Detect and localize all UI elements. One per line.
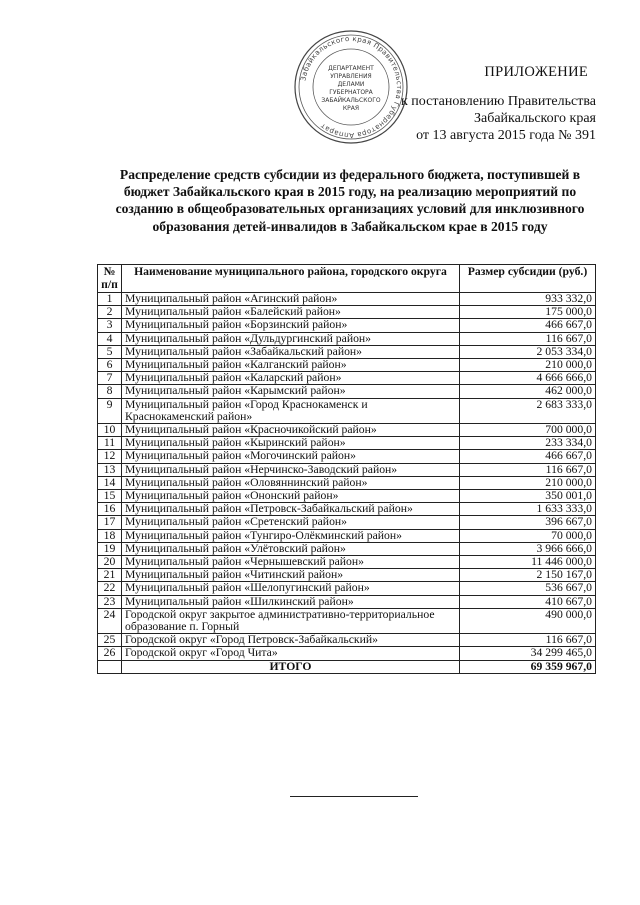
subsidy-table [97,264,596,674]
row-name: Муниципальный район «Красночикойский район» [122,424,460,437]
row-name: Муниципальный район «Кыринский район» [122,437,460,450]
row-name: Муниципальный район «Ононский район» [122,490,460,503]
row-amount: 210 000,0 [460,476,596,489]
row-name: Муниципальный район «Шелопугинский район» [122,582,460,595]
row-name: Муниципальный район «Оловяннинский район» [122,476,460,489]
row-amount: 116 667,0 [460,634,596,647]
row-name: Муниципальный район «Шилкинский район» [122,595,460,608]
row-name: Муниципальный район «Читинский район» [122,569,460,582]
row-number: 10 [98,424,122,437]
row-number: 16 [98,503,122,516]
row-name: Муниципальный район «Нерчинско-Заводский район» [122,463,460,476]
row-number: 24 [98,608,122,633]
table-row [98,490,596,503]
row-amount: 536 667,0 [460,582,596,595]
row-number: 9 [98,398,122,423]
row-amount: 466 667,0 [460,319,596,332]
column-header-name: Наименование муниципального района, городского округа [122,265,460,293]
table-row [98,437,596,450]
column-header-number: № п/п [98,265,122,293]
row-name: Муниципальный район «Сретенский район» [122,516,460,529]
row-name: Муниципальный район «Тунгиро-Олёкминский район» [122,529,460,542]
total-row [98,660,596,673]
row-amount: 70 000,0 [460,529,596,542]
row-number: 1 [98,293,122,306]
row-amount: 2 683 333,0 [460,398,596,423]
table-row [98,450,596,463]
row-name: Муниципальный район «Улётовский район» [122,542,460,555]
row-amount: 116 667,0 [460,463,596,476]
row-amount: 462 000,0 [460,385,596,398]
table-row [98,476,596,489]
row-number: 21 [98,569,122,582]
row-amount: 933 332,0 [460,293,596,306]
table-row [98,319,596,332]
row-number: 14 [98,476,122,489]
row-number: 25 [98,634,122,647]
appendix-block [386,64,596,144]
row-amount: 396 667,0 [460,516,596,529]
table-row [98,608,596,633]
appendix-line: от 13 августа 2015 года № 391 [416,128,596,143]
row-amount: 350 001,0 [460,490,596,503]
table-row [98,359,596,372]
table-row [98,424,596,437]
row-amount: 466 667,0 [460,450,596,463]
table-row [98,463,596,476]
row-name: Муниципальный район «Балейский район» [122,306,460,319]
table-row [98,332,596,345]
row-amount: 11 446 000,0 [460,556,596,569]
row-name: Муниципальный район «Забайкальский район» [122,345,460,358]
appendix-title: ПРИЛОЖЕНИЕ [484,64,588,80]
table-row [98,647,596,660]
table-row [98,529,596,542]
row-number: 18 [98,529,122,542]
row-number: 3 [98,319,122,332]
row-name: Муниципальный район «Петровск-Забайкальский район» [122,503,460,516]
row-amount: 700 000,0 [460,424,596,437]
table-row [98,516,596,529]
row-amount: 2 150 167,0 [460,569,596,582]
row-name: Городской округ «Город Петровск-Забайкальский» [122,634,460,647]
row-name: Муниципальный район «Могочинский район» [122,450,460,463]
table-row [98,634,596,647]
row-number: 22 [98,582,122,595]
closing-rule [290,796,418,797]
table-row [98,542,596,555]
row-amount: 490 000,0 [460,608,596,633]
row-amount: 116 667,0 [460,332,596,345]
row-name: Муниципальный район «Дульдургинский район» [122,332,460,345]
row-amount: 233 334,0 [460,437,596,450]
row-number: 19 [98,542,122,555]
row-number: 26 [98,647,122,660]
table-row [98,372,596,385]
row-number: 2 [98,306,122,319]
table-header-row [98,265,596,293]
row-number: 5 [98,345,122,358]
row-amount: 34 299 465,0 [460,647,596,660]
row-amount: 410 667,0 [460,595,596,608]
table-row [98,503,596,516]
table-row [98,293,596,306]
row-number: 23 [98,595,122,608]
row-number: 12 [98,450,122,463]
table-row [98,582,596,595]
table-row [98,569,596,582]
row-name: Городской округ закрытое административно-территориальное образование п. Горный [122,608,460,633]
row-amount: 1 633 333,0 [460,503,596,516]
table-row [98,595,596,608]
row-name: Городской округ «Город Чита» [122,647,460,660]
row-amount: 3 966 666,0 [460,542,596,555]
row-amount: 210 000,0 [460,359,596,372]
row-amount: 2 053 334,0 [460,345,596,358]
row-number: 11 [98,437,122,450]
row-amount: 175 000,0 [460,306,596,319]
row-number: 8 [98,385,122,398]
row-number: 7 [98,372,122,385]
row-name: Муниципальный район «Калганский район» [122,359,460,372]
seal-line: ДЕЛАМИ [337,81,365,88]
document-heading: Распределение средств субсидии из федерального бюджета, поступившей в бюджет Забайкальского края в 2015 году, на реализацию мероприятий по созданию в общеобразовательных организациях условий для инклюзивного образования детей-инвалидов в Забайкальском крае в 2015 году [115,167,585,234]
row-number: 17 [98,516,122,529]
row-name: Муниципальный район «Город Краснокаменск и Краснокаменский район» [122,398,460,423]
row-number: 6 [98,359,122,372]
total-label: ИТОГО [122,660,460,673]
column-header-amount: Размер субсидии (руб.) [460,265,596,293]
row-name: Муниципальный район «Каларский район» [122,372,460,385]
svg-text:Забайкальского края Правительс: Забайкальского края Правительства Губернатора Аппарат [299,34,404,140]
table-row [98,385,596,398]
seal-line: ЗАБАЙКАЛЬСКОГО [321,97,381,104]
row-number: 4 [98,332,122,345]
seal-line: КРАЯ [342,105,360,112]
row-number: 20 [98,556,122,569]
table-row [98,556,596,569]
appendix-line: Забайкальского края [473,111,596,126]
row-name: Муниципальный район «Чернышевский район» [122,556,460,569]
seal-line: ДЕПАРТАМЕНТ [328,65,374,72]
row-amount: 4 666 666,0 [460,372,596,385]
table-row [98,398,596,423]
table-row [98,306,596,319]
seal-line: ГУБЕРНАТОРА [329,89,373,96]
row-number: 15 [98,490,122,503]
appendix-line: к постановлению Правительства [400,94,596,109]
row-name: Муниципальный район «Борзинский район» [122,319,460,332]
row-number: 13 [98,463,122,476]
seal-line: УПРАВЛЕНИЯ [330,73,372,80]
total-amount: 69 359 967,0 [460,660,596,673]
row-name: Муниципальный район «Агинский район» [122,293,460,306]
total-empty-cell [98,660,122,673]
table-row [98,345,596,358]
row-name: Муниципальный район «Карымский район» [122,385,460,398]
